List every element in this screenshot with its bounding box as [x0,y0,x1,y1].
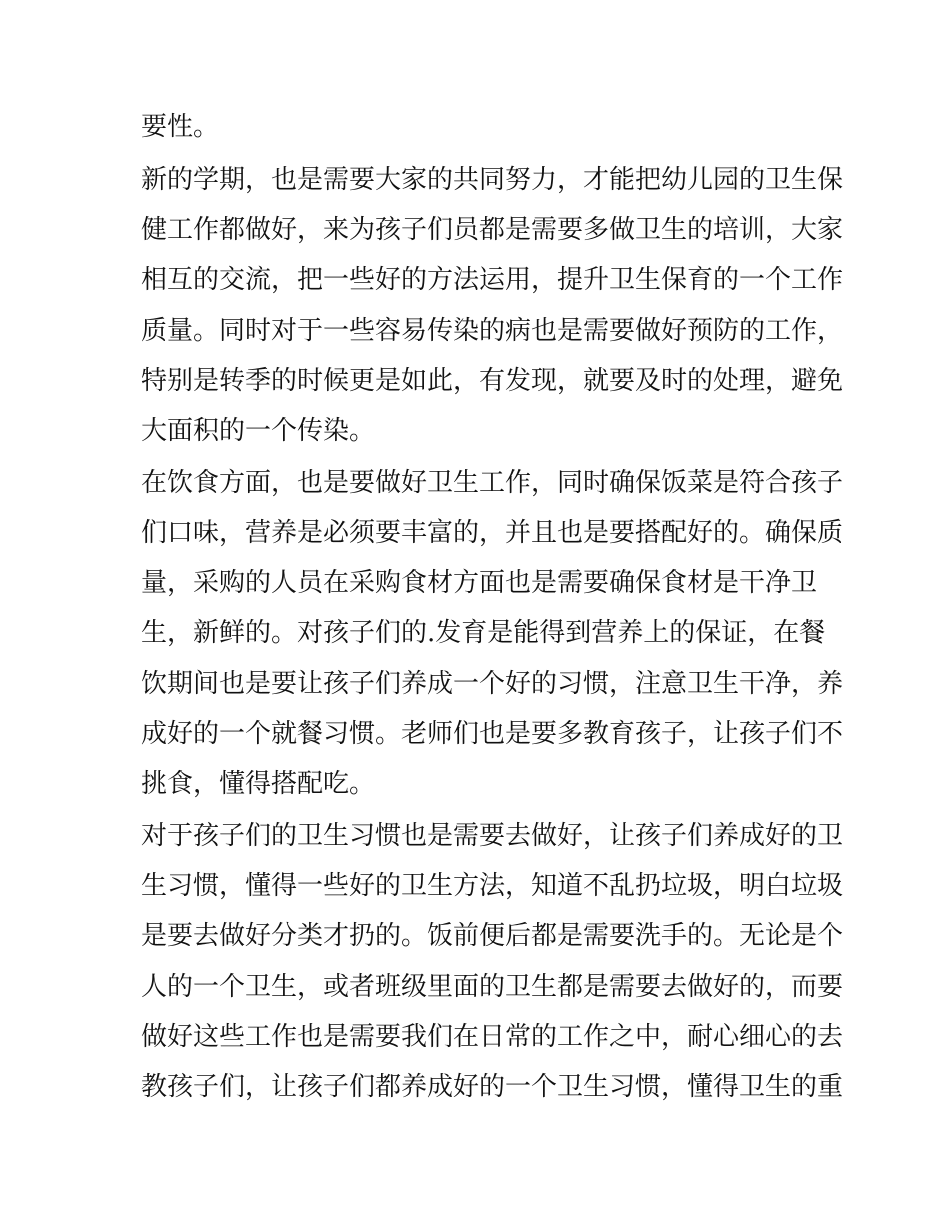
text-line: 挑食，懂得搭配吃。 [141,769,376,799]
text-line: 在饮食方面，也是要做好卫生工作，同时确保饭菜是符合孩子 [141,468,844,498]
text-line: 是要去做好分类才扔的。饭前便后都是需要洗手的。无论是个 [141,921,844,951]
text-line: 健工作都做好，来为孩子们员都是需要多做卫生的培训，大家 [141,215,844,245]
text-line: 成好的一个就餐习惯。老师们也是要多教育孩子，让孩子们不 [141,719,844,749]
text-line: 人的一个卫生，或者班级里面的卫生都是需要去做好的，而要 [141,972,844,1002]
text-line: 对于孩子们的卫生习惯也是需要去做好，让孩子们养成好的卫 [141,821,844,851]
text-line: 饮期间也是要让孩子们养成一个好的习惯，注意卫生干净，养 [141,669,844,699]
text-line: 教孩子们，让孩子们都养成好的一个卫生习惯，懂得卫生的重 [141,1072,844,1102]
text-line: 特别是转季的时候更是如此，有发现，就要及时的处理，避免 [141,366,844,396]
text-line: 要性。 [141,112,220,142]
text-line: 量，采购的人员在采购食材方面也是需要确保食材是干净卫 [141,568,818,598]
text-line: 新的学期，也是需要大家的共同努力，才能把幼儿园的卫生保 [141,165,844,195]
text-line: 生，新鲜的。对孩子们的.发育是能得到营养上的保证，在餐 [141,618,826,648]
text-line: 们口味，营养是必须要丰富的，并且也是要搭配好的。确保质 [141,518,844,548]
text-line: 相互的交流，把一些好的方法运用，提升卫生保育的一个工作 [141,265,844,295]
text-line: 生习惯，懂得一些好的卫生方法，知道不乱扔垃圾，明白垃圾 [141,871,844,901]
text-line: 大面积的一个传染。 [141,416,376,446]
text-line: 做好这些工作也是需要我们在日常的工作之中，耐心细心的去 [141,1022,844,1052]
text-line: 质量。同时对于一些容易传染的病也是需要做好预防的工作， [141,316,844,346]
